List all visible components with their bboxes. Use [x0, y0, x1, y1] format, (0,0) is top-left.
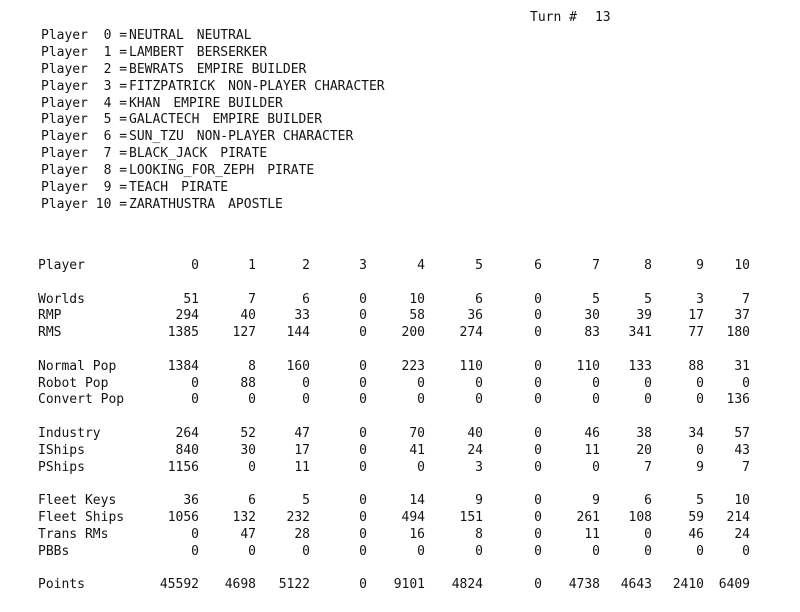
- table-cell: 5: [696, 493, 704, 509]
- row-label: Points: [38, 577, 85, 593]
- column-header: 7: [592, 258, 600, 273]
- table-cell: 294: [175, 308, 199, 324]
- table-cell: 0: [475, 392, 483, 408]
- table-cell: 0: [359, 442, 367, 458]
- table-row: [38, 392, 750, 409]
- table-cell: 10: [409, 291, 425, 307]
- table-cell: 494: [401, 509, 425, 525]
- table-row: [38, 577, 750, 594]
- table-cell: 0: [644, 526, 652, 542]
- table-cell: 0: [696, 375, 704, 391]
- player-entry: [41, 180, 385, 197]
- player-entry: [41, 129, 385, 146]
- row-label: Trans RMs: [38, 526, 109, 542]
- table-cell: 0: [359, 308, 367, 324]
- table-cell: 88: [240, 375, 256, 391]
- spacer-row: [38, 275, 750, 292]
- column-header: 3: [359, 258, 367, 273]
- turn-number: 13: [594, 10, 611, 25]
- table-cell: 58: [409, 308, 425, 324]
- table-cell: 0: [302, 392, 310, 408]
- table-cell: 0: [248, 392, 256, 408]
- table-row: [38, 460, 750, 477]
- table-cell: 9: [592, 493, 600, 509]
- table-cell: 0: [359, 459, 367, 475]
- table-row: [38, 426, 750, 443]
- table-header-row: [38, 258, 750, 275]
- player-entry-label: Player 4 =: [41, 95, 128, 111]
- row-label: PShips: [38, 459, 85, 475]
- table-cell: 59: [688, 509, 704, 525]
- player-entry-label: Player 3 =: [41, 78, 128, 94]
- table-cell: 36: [183, 493, 199, 509]
- table-cell: 341: [628, 325, 652, 341]
- table-cell: 51: [183, 291, 199, 307]
- row-label: IShips: [38, 442, 85, 458]
- player-entry-label: Player 10 =: [41, 196, 128, 212]
- table-cell: 4698: [224, 577, 256, 593]
- table-cell: 0: [696, 543, 704, 559]
- table-cell: 0: [359, 291, 367, 307]
- table-cell: 0: [359, 325, 367, 341]
- table-cell: 136: [726, 392, 750, 408]
- row-label: RMP: [38, 308, 62, 324]
- table-row: [38, 493, 750, 510]
- table-cell: 47: [240, 526, 256, 542]
- table-cell: 33: [294, 308, 310, 324]
- table-cell: 7: [742, 459, 750, 475]
- table-cell: 9: [475, 493, 483, 509]
- table-cell: 840: [175, 442, 199, 458]
- table-cell: 38: [636, 425, 652, 441]
- player-entry: [41, 45, 385, 62]
- player-name: BEWRATS: [129, 61, 184, 77]
- player-entry: [41, 112, 385, 129]
- table-cell: 0: [359, 543, 367, 559]
- column-header: 10: [734, 258, 750, 273]
- table-cell: 24: [734, 526, 750, 542]
- table-cell: 11: [294, 459, 310, 475]
- table-cell: 0: [534, 493, 542, 509]
- table-cell: 110: [576, 358, 600, 374]
- table-cell: 6: [248, 493, 256, 509]
- table-cell: 0: [359, 392, 367, 408]
- table-cell: 0: [191, 526, 199, 542]
- table-cell: 2410: [672, 577, 704, 593]
- table-cell: 223: [401, 358, 425, 374]
- table-cell: 1385: [167, 325, 199, 341]
- table-cell: 232: [286, 509, 310, 525]
- row-label: Worlds: [38, 291, 85, 307]
- table-cell: 46: [688, 526, 704, 542]
- table-cell: 0: [534, 291, 542, 307]
- table-cell: 264: [175, 425, 199, 441]
- table-cell: 6: [302, 291, 310, 307]
- table-cell: 5: [302, 493, 310, 509]
- player-name: LAMBERT: [129, 44, 184, 60]
- table-cell: 110: [459, 358, 483, 374]
- player-type: EMPIRE BUILDER: [212, 112, 323, 128]
- row-label: Fleet Ships: [38, 509, 125, 525]
- table-cell: 46: [584, 425, 600, 441]
- column-header: 8: [644, 258, 652, 273]
- table-row: [38, 325, 750, 342]
- table-cell: 45592: [159, 577, 199, 593]
- table-cell: 36: [467, 308, 483, 324]
- row-label: Robot Pop: [38, 375, 109, 391]
- player-type: NON-PLAYER CHARACTER: [228, 78, 385, 94]
- table-row: [38, 510, 750, 527]
- table-cell: 0: [302, 375, 310, 391]
- table-cell: 0: [191, 375, 199, 391]
- table-cell: 0: [359, 425, 367, 441]
- table-cell: 214: [726, 509, 750, 525]
- table-cell: 0: [534, 442, 542, 458]
- table-cell: 57: [734, 425, 750, 441]
- table-cell: 5: [592, 291, 600, 307]
- table-cell: 4824: [451, 577, 483, 593]
- table-cell: 30: [584, 308, 600, 324]
- table-row: [38, 376, 750, 393]
- player-entry-label: Player 5 =: [41, 112, 128, 128]
- table-cell: 151: [459, 509, 483, 525]
- table-cell: 0: [534, 526, 542, 542]
- table-row: [38, 527, 750, 544]
- player-type: BERSERKER: [196, 44, 268, 60]
- table-cell: 24: [467, 442, 483, 458]
- table-cell: 0: [534, 325, 542, 341]
- table-cell: 17: [294, 442, 310, 458]
- table-cell: 37: [734, 308, 750, 324]
- table-cell: 144: [286, 325, 310, 341]
- table-cell: 14: [409, 493, 425, 509]
- player-name: BLACK_JACK: [129, 146, 208, 162]
- table-cell: 16: [409, 526, 425, 542]
- table-cell: 11: [584, 526, 600, 542]
- table-cell: 20: [636, 442, 652, 458]
- table-cell: 0: [302, 543, 310, 559]
- table-cell: 261: [576, 509, 600, 525]
- table-cell: 0: [644, 375, 652, 391]
- table-cell: 0: [475, 375, 483, 391]
- table-cell: 43: [734, 442, 750, 458]
- player-entry: [41, 62, 385, 79]
- player-type: EMPIRE BUILDER: [196, 61, 307, 77]
- table-cell: 7: [742, 291, 750, 307]
- table-cell: 0: [359, 493, 367, 509]
- player-roster: [41, 28, 385, 214]
- player-entry-label: Player 9 =: [41, 180, 128, 196]
- player-type: NON-PLAYER CHARACTER: [196, 129, 354, 145]
- table-cell: 274: [459, 325, 483, 341]
- table-cell: 0: [592, 375, 600, 391]
- table-cell: 0: [696, 392, 704, 408]
- table-cell: 0: [534, 392, 542, 408]
- stats-table: [38, 258, 750, 594]
- table-cell: 0: [742, 543, 750, 559]
- table-cell: 39: [636, 308, 652, 324]
- player-entry-label: Player 8 =: [41, 163, 128, 179]
- table-cell: 180: [726, 325, 750, 341]
- player-entry-label: Player 2 =: [41, 61, 128, 77]
- spacer-row: [38, 476, 750, 493]
- player-entry: [41, 197, 385, 214]
- table-cell: 0: [534, 509, 542, 525]
- table-cell: 0: [644, 392, 652, 408]
- table-cell: 83: [584, 325, 600, 341]
- table-cell: 0: [417, 459, 425, 475]
- player-name: NEUTRAL: [129, 28, 184, 43]
- table-cell: 6: [644, 493, 652, 509]
- table-cell: 7: [644, 459, 652, 475]
- table-cell: 160: [286, 358, 310, 374]
- table-cell: 4738: [568, 577, 600, 593]
- table-cell: 0: [248, 459, 256, 475]
- table-cell: 0: [191, 543, 199, 559]
- player-entry-label: Player 0 =: [41, 28, 128, 43]
- player-type: PIRATE: [220, 146, 268, 162]
- table-cell: 41: [409, 442, 425, 458]
- player-name: LOOKING_FOR_ZEPH: [129, 163, 255, 179]
- header-label: Player: [38, 258, 85, 273]
- table-cell: 127: [232, 325, 256, 341]
- table-cell: 0: [191, 392, 199, 408]
- spacer-row: [38, 409, 750, 426]
- table-row: [38, 308, 750, 325]
- player-name: SUN_TZU: [129, 129, 184, 145]
- player-entry-label: Player 7 =: [41, 146, 128, 162]
- table-row: [38, 443, 750, 460]
- player-name: KHAN: [129, 95, 161, 111]
- table-cell: 70: [409, 425, 425, 441]
- table-row: [38, 359, 750, 376]
- table-cell: 0: [534, 308, 542, 324]
- table-cell: 0: [742, 375, 750, 391]
- column-header: 2: [302, 258, 310, 273]
- player-type: APOSTLE: [228, 196, 283, 212]
- table-cell: 6: [475, 291, 483, 307]
- table-cell: 0: [417, 375, 425, 391]
- player-type: EMPIRE BUILDER: [173, 95, 283, 111]
- table-cell: 52: [240, 425, 256, 441]
- table-cell: 7: [248, 291, 256, 307]
- table-cell: 0: [696, 442, 704, 458]
- table-cell: 0: [359, 358, 367, 374]
- player-type: NEUTRAL: [196, 28, 252, 43]
- spacer-row: [38, 560, 750, 577]
- table-cell: 0: [417, 543, 425, 559]
- column-header: 0: [191, 258, 199, 273]
- table-cell: 200: [401, 325, 425, 341]
- table-cell: 8: [475, 526, 483, 542]
- table-cell: 1056: [167, 509, 199, 525]
- column-header: 5: [475, 258, 483, 273]
- player-entry: [41, 96, 385, 113]
- table-cell: 0: [534, 358, 542, 374]
- table-cell: 4643: [620, 577, 652, 593]
- row-label: PBBs: [38, 543, 70, 559]
- table-cell: 40: [467, 425, 483, 441]
- player-entry-label: Player 1 =: [41, 44, 128, 60]
- table-cell: 0: [359, 526, 367, 542]
- player-name: FITZPATRICK: [129, 78, 216, 94]
- table-cell: 0: [359, 577, 367, 593]
- table-cell: 0: [644, 543, 652, 559]
- table-cell: 9101: [393, 577, 425, 593]
- row-label: Normal Pop: [38, 358, 117, 374]
- table-cell: 31: [734, 358, 750, 374]
- row-label: Convert Pop: [38, 392, 125, 408]
- player-name: GALACTECH: [129, 112, 200, 128]
- turn-label: Turn #: [530, 10, 577, 25]
- spacer-row: [38, 342, 750, 359]
- table-cell: 0: [248, 543, 256, 559]
- player-entry: [41, 79, 385, 96]
- table-cell: 10: [734, 493, 750, 509]
- table-cell: 0: [359, 509, 367, 525]
- table-cell: 28: [294, 526, 310, 542]
- table-cell: 133: [628, 358, 652, 374]
- table-cell: 0: [592, 392, 600, 408]
- player-entry-label: Player 6 =: [41, 129, 128, 145]
- column-header: 1: [248, 258, 256, 273]
- table-cell: 0: [534, 459, 542, 475]
- player-entry: [41, 146, 385, 163]
- table-cell: 8: [248, 358, 256, 374]
- table-cell: 3: [696, 291, 704, 307]
- row-label: Fleet Keys: [38, 493, 117, 509]
- player-entry: [41, 163, 385, 180]
- row-label: RMS: [38, 325, 62, 341]
- player-name: TEACH: [129, 180, 169, 196]
- table-cell: 77: [688, 325, 704, 341]
- table-cell: 88: [688, 358, 704, 374]
- table-cell: 0: [592, 459, 600, 475]
- column-header: 6: [534, 258, 542, 273]
- table-cell: 0: [592, 543, 600, 559]
- player-type: PIRATE: [181, 180, 229, 196]
- table-cell: 0: [534, 543, 542, 559]
- table-cell: 0: [534, 577, 542, 593]
- table-cell: 34: [688, 425, 704, 441]
- table-row: [38, 544, 750, 561]
- player-type: PIRATE: [267, 163, 315, 179]
- table-cell: 5122: [278, 577, 310, 593]
- table-cell: 30: [240, 442, 256, 458]
- player-name: ZARATHUSTRA: [129, 196, 216, 212]
- table-cell: 5: [644, 291, 652, 307]
- row-label: Industry: [38, 425, 101, 441]
- table-cell: 0: [417, 392, 425, 408]
- table-cell: 40: [240, 308, 256, 324]
- table-cell: 17: [688, 308, 704, 324]
- table-cell: 1384: [167, 358, 199, 374]
- table-cell: 3: [475, 459, 483, 475]
- player-entry: [41, 28, 385, 45]
- table-cell: 9: [696, 459, 704, 475]
- table-cell: 0: [359, 375, 367, 391]
- column-header: 4: [417, 258, 425, 273]
- table-cell: 6409: [718, 577, 750, 593]
- turn-indicator: [530, 10, 611, 25]
- table-cell: 0: [534, 425, 542, 441]
- table-cell: 0: [534, 375, 542, 391]
- table-cell: 108: [628, 509, 652, 525]
- table-row: [38, 292, 750, 309]
- table-cell: 132: [232, 509, 256, 525]
- table-cell: 11: [584, 442, 600, 458]
- table-cell: 47: [294, 425, 310, 441]
- table-cell: 1156: [167, 459, 199, 475]
- table-cell: 0: [475, 543, 483, 559]
- column-header: 9: [696, 258, 704, 273]
